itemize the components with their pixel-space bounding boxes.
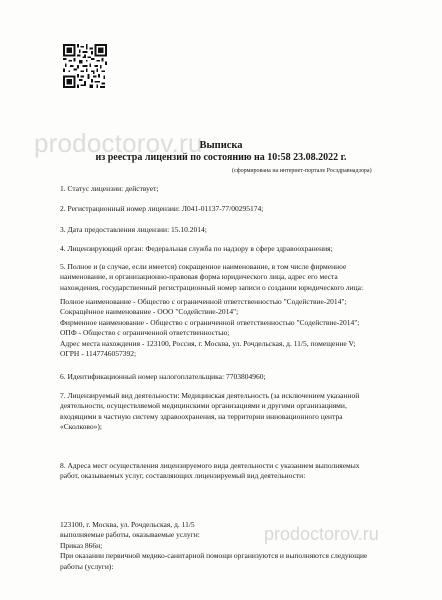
portal-note: (сформирована на интернет-портале Росздравнадзора) [232,168,372,174]
text-line: 123100, г. Москва, ул. Рочдельская, д. 11/5 [60,520,195,529]
text-line: входящими в частную систему здравоохранения, на территории инновационного центра [60,411,343,421]
watermark: prodoctorov.ru [34,128,203,158]
item-inn: 6. Идентификационный номер налогоплательщика: 7703804960; [60,372,266,381]
item-addresses-header [60,461,360,482]
text-line: Приказ 866н; [60,540,103,550]
item-reg-number: 2. Регистрационный номер лицензии: Л041-01137-77/00295174; [60,204,264,213]
text-line: При оказании первичной медико-санитарной помощи организуются и выполняются следующие [60,551,368,561]
item-addresses-body [60,520,367,572]
text-line: Адрес места нахождения - 123100, Россия, г. Москва, ул. Рочдельская, д. 11/5, помещение V; [60,338,356,348]
text-line: работ, оказываемых услуг, составляющих лицензируемый вид деятельности: [60,471,306,481]
text-line: Полное наименование - Общество с ограниченной ответственностью "Содействие-2014"; [60,297,347,306]
qr-code-icon [63,44,107,88]
text-line: ОГРН - 1147746057392; [60,349,137,359]
item-status: 1. Статус лицензии: действует; [60,184,159,193]
text-line: ОПФ - Общество с ограниченной ответственностью; [60,328,230,338]
text-line: 8. Адреса мест осуществления лицензируемого вида деятельности с указанием выполняемых [60,461,360,470]
item-activity [60,391,359,433]
text-line: работы (услуги): [60,561,114,571]
text-line: нахождения, государственный регистрационный номер записи о создании юридического лица: [60,282,364,292]
text-line: Фирменное наименование - Общество с ограниченной ответственностью "Содействие-2014"; [60,317,360,327]
watermark-small: prodoctorov.ru [264,524,379,544]
item-authority: 4. Лицензирующий орган: Федеральная служба по надзору в сфере здравоохранения; [60,244,333,253]
text-line: 5. Полное и (в случае, если имеется) сокращенное наименование, в том числе фирменное [60,262,347,271]
item-names-body [60,297,359,359]
document-title: Выписка [199,140,243,151]
text-line: «Сколково»); [60,422,102,432]
text-line: Сокращённое наименование - ООО "Содействие-2014"; [60,307,239,317]
item-date: 3. Дата предоставления лицензии: 15.10.2014; [60,225,207,234]
text-line: деятельности, осуществляемой медицинскими организациями и другими организациями, [60,401,347,411]
text-line: наименование, и организационно-правовая форма юридического лица, адрес его места [60,272,338,282]
text-line: выполняемые работы, оказываемые услуги: [60,530,200,540]
text-line: 7. Лицензируемый вид деятельности: Медицинская деятельность (за исключением указанной [60,391,360,400]
document-subtitle: из реестра лицензий по состоянию на 10:58 23.08.2022 г. [95,152,347,163]
item-names-header [60,262,363,293]
